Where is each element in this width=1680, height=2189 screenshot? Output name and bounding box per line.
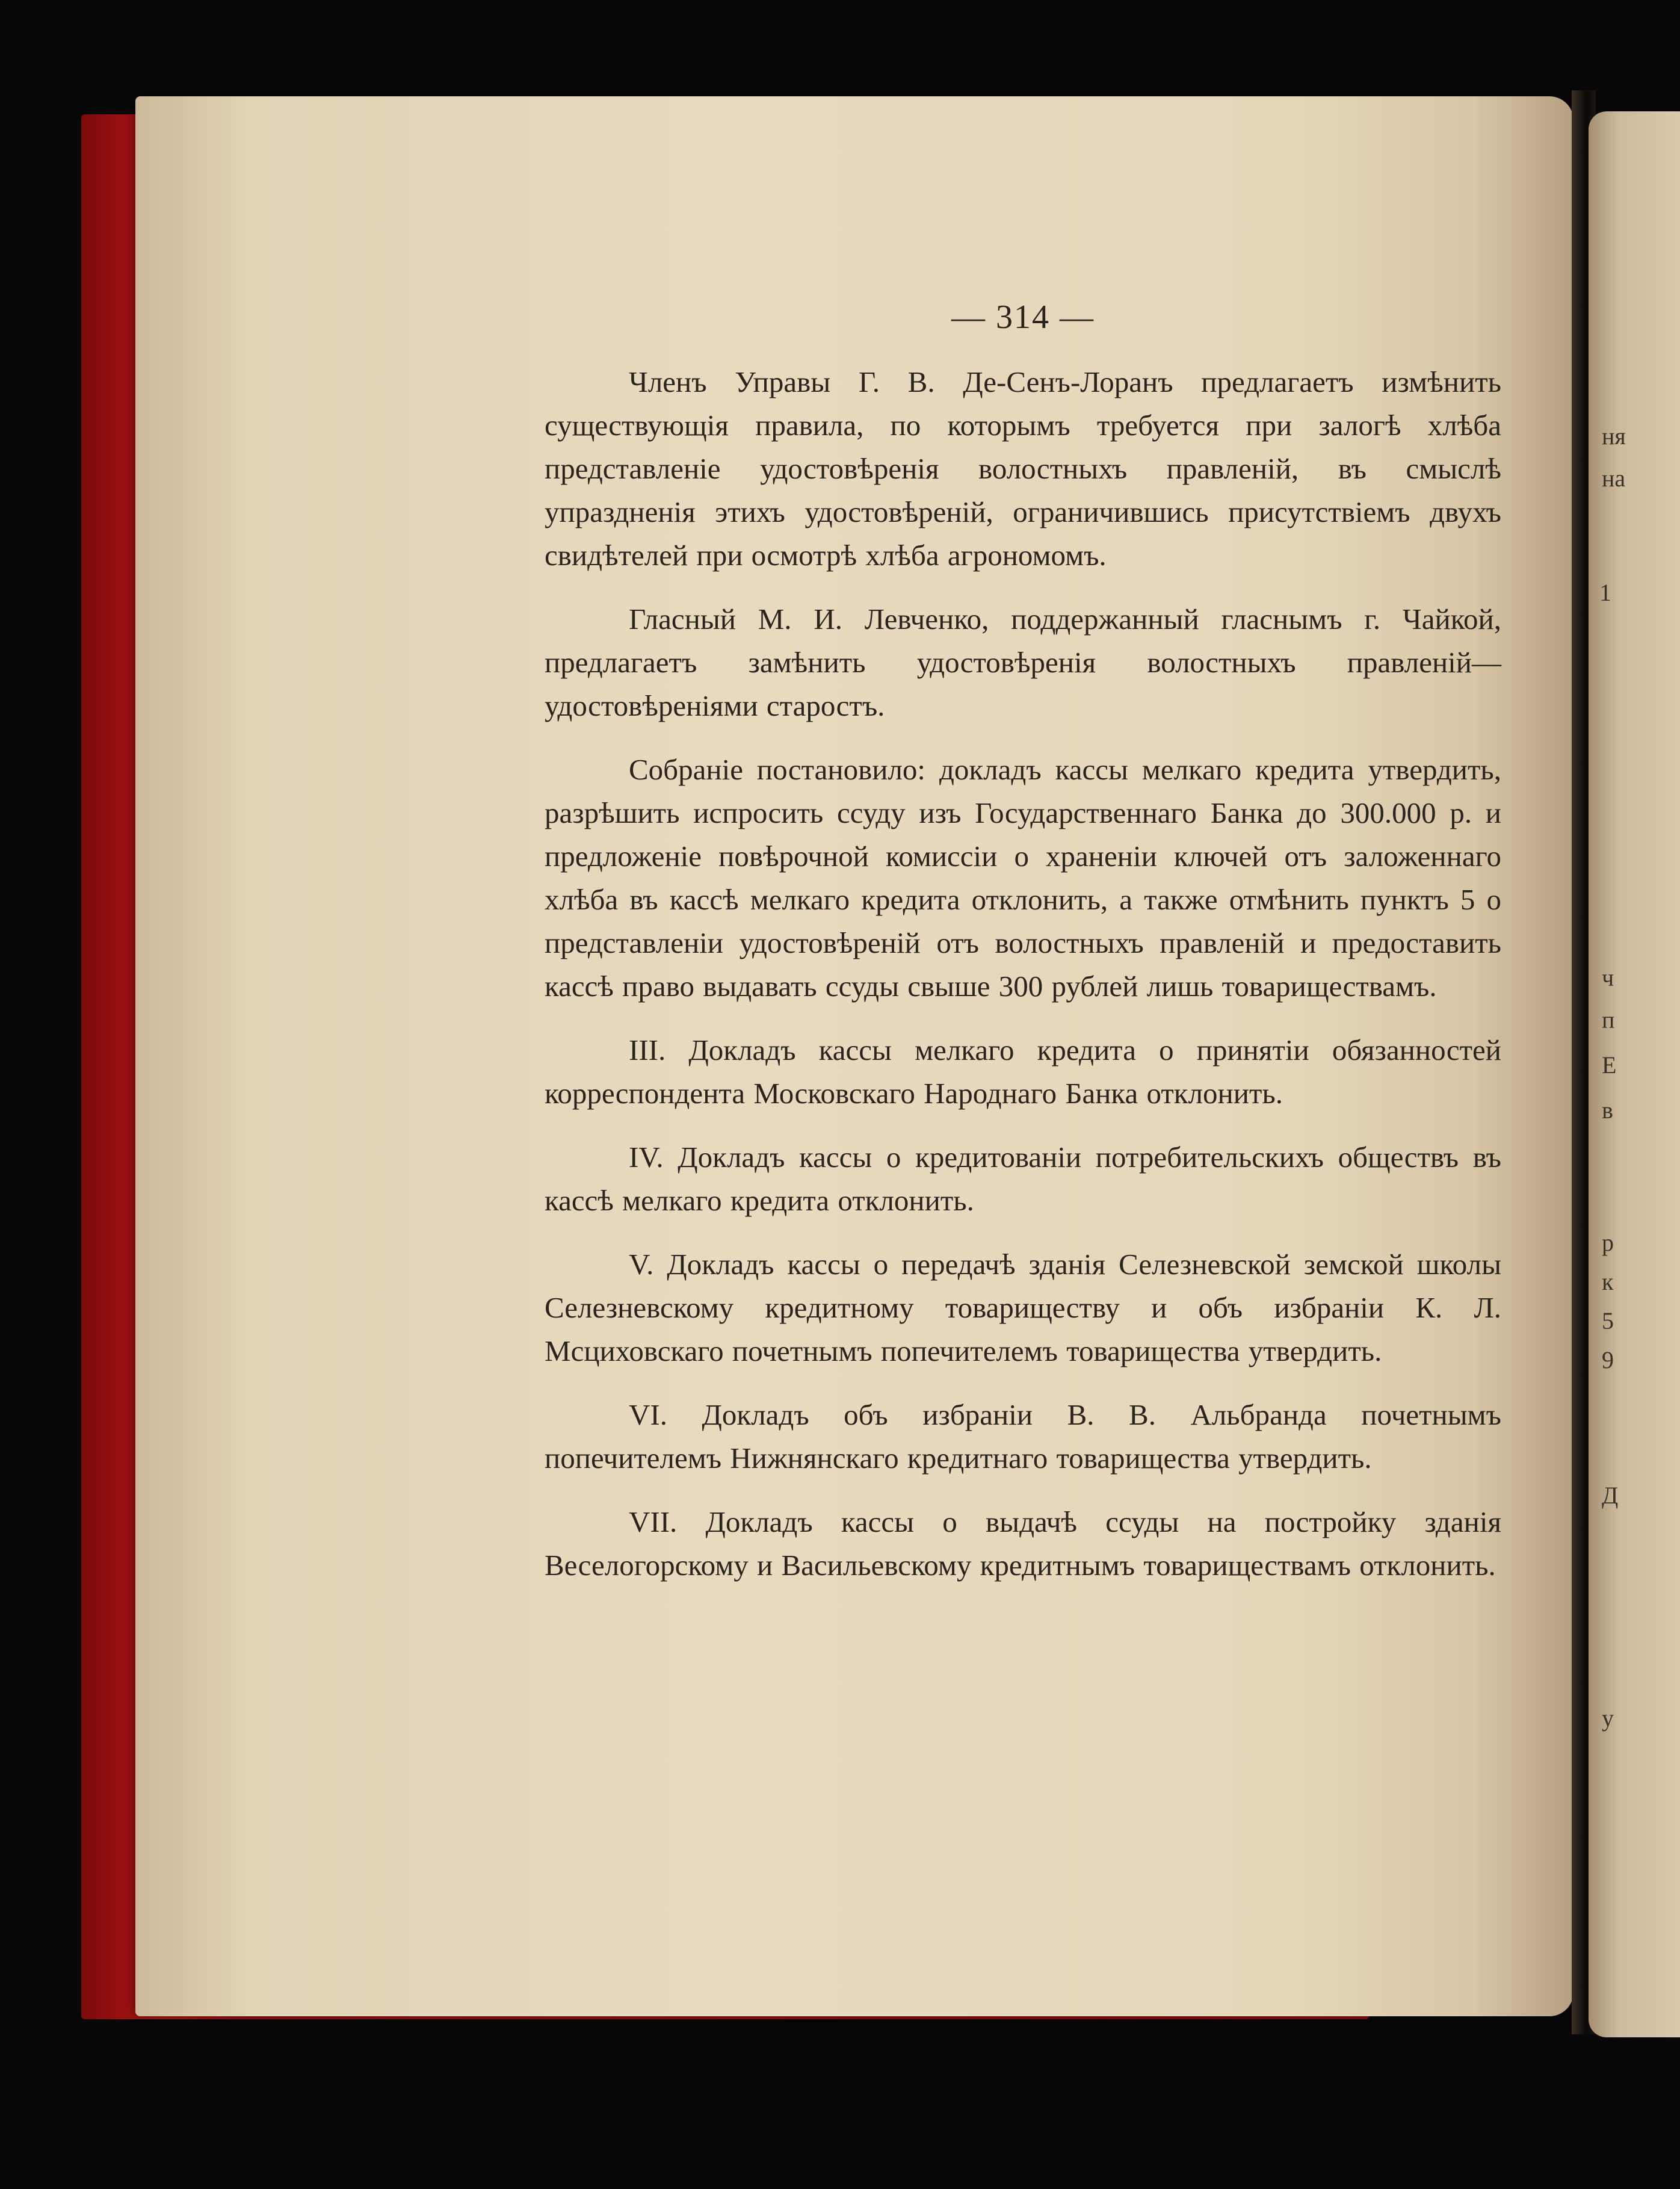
page-text-block: [545, 298, 1501, 1608]
edge-glyph: ч: [1602, 964, 1614, 991]
edge-glyph: р: [1602, 1229, 1614, 1256]
paragraph: V. Докладъ кассы о передачѣ зданія Селезневской земской школы Селезневскому кредитному товариществу и объ избраніи К. Л. Мсциховскаго почетнымъ попечителемъ товарищества утвердить.: [545, 1248, 1501, 1367]
edge-glyph: Е: [1602, 1051, 1617, 1079]
edge-glyph: в: [1602, 1097, 1613, 1124]
paragraph: Собраніе постановило: докладъ кассы мелкаго кредита утвердить, разрѣшить испросить ссуду изъ Государственнаго Банка до 300.000 р. и предложеніе повѣрочной комиссіи о храненіи ключей отъ заложеннаго хлѣба въ кассѣ мелкаго кредита отклонить, а также отмѣнить пунктъ 5 о представленіи удостовѣреній отъ волостныхъ правленій и предоставить кассѣ право выдавать ссуды свыше 300 рублей лишь товариществамъ.: [545, 753, 1501, 1003]
edge-glyph: Д: [1602, 1482, 1619, 1509]
edge-glyph: 1: [1599, 579, 1611, 606]
edge-glyph: 9: [1602, 1346, 1614, 1373]
edge-glyph: у: [1602, 1704, 1614, 1732]
paragraph: IV. Докладъ кассы о кредитованіи потребительскихъ обществъ въ кассѣ мелкаго кредита отклонить.: [545, 1141, 1501, 1217]
paragraph: III. Докладъ кассы мелкаго кредита о принятіи обязанностей корреспондента Московскаго Народнаго Банка отклонить.: [545, 1033, 1501, 1110]
edge-glyph: ня: [1602, 423, 1626, 450]
edge-glyph: на: [1602, 465, 1626, 492]
edge-glyph: п: [1602, 1006, 1615, 1033]
page-number: — 314 —: [951, 299, 1095, 336]
edge-glyph: к: [1602, 1268, 1614, 1295]
next-page-edge: [1589, 111, 1680, 2037]
edge-glyph: 5: [1602, 1307, 1614, 1334]
paragraph: Гласный М. И. Левченко, поддержанный гласнымъ г. Чайкой, предлагаетъ замѣнить удостовѣренія волостныхъ правленій—удостовѣреніями старостъ.: [545, 602, 1501, 722]
paragraph: VI. Докладъ объ избраніи В. В. Альбранда почетнымъ попечителемъ Нижнянскаго кредитнаго товарищества утвердить.: [545, 1398, 1501, 1475]
paragraph: Членъ Управы Г. В. Де-Сенъ-Лоранъ предлагаетъ измѣнить существующія правила, по которымъ требуется при залогѣ хлѣба представленіе удостовѣренія волостныхъ правленій, въ смыслѣ упраздненія этихъ удостовѣреній, ограничившись присутствіемъ двухъ свидѣтелей при осмотрѣ хлѣба агрономомъ.: [545, 365, 1501, 572]
paragraph: VII. Докладъ кассы о выдачѣ ссуды на постройку зданія Веселогорскому и Васильевскому кредитнымъ товариществамъ отклонить.: [545, 1505, 1501, 1582]
